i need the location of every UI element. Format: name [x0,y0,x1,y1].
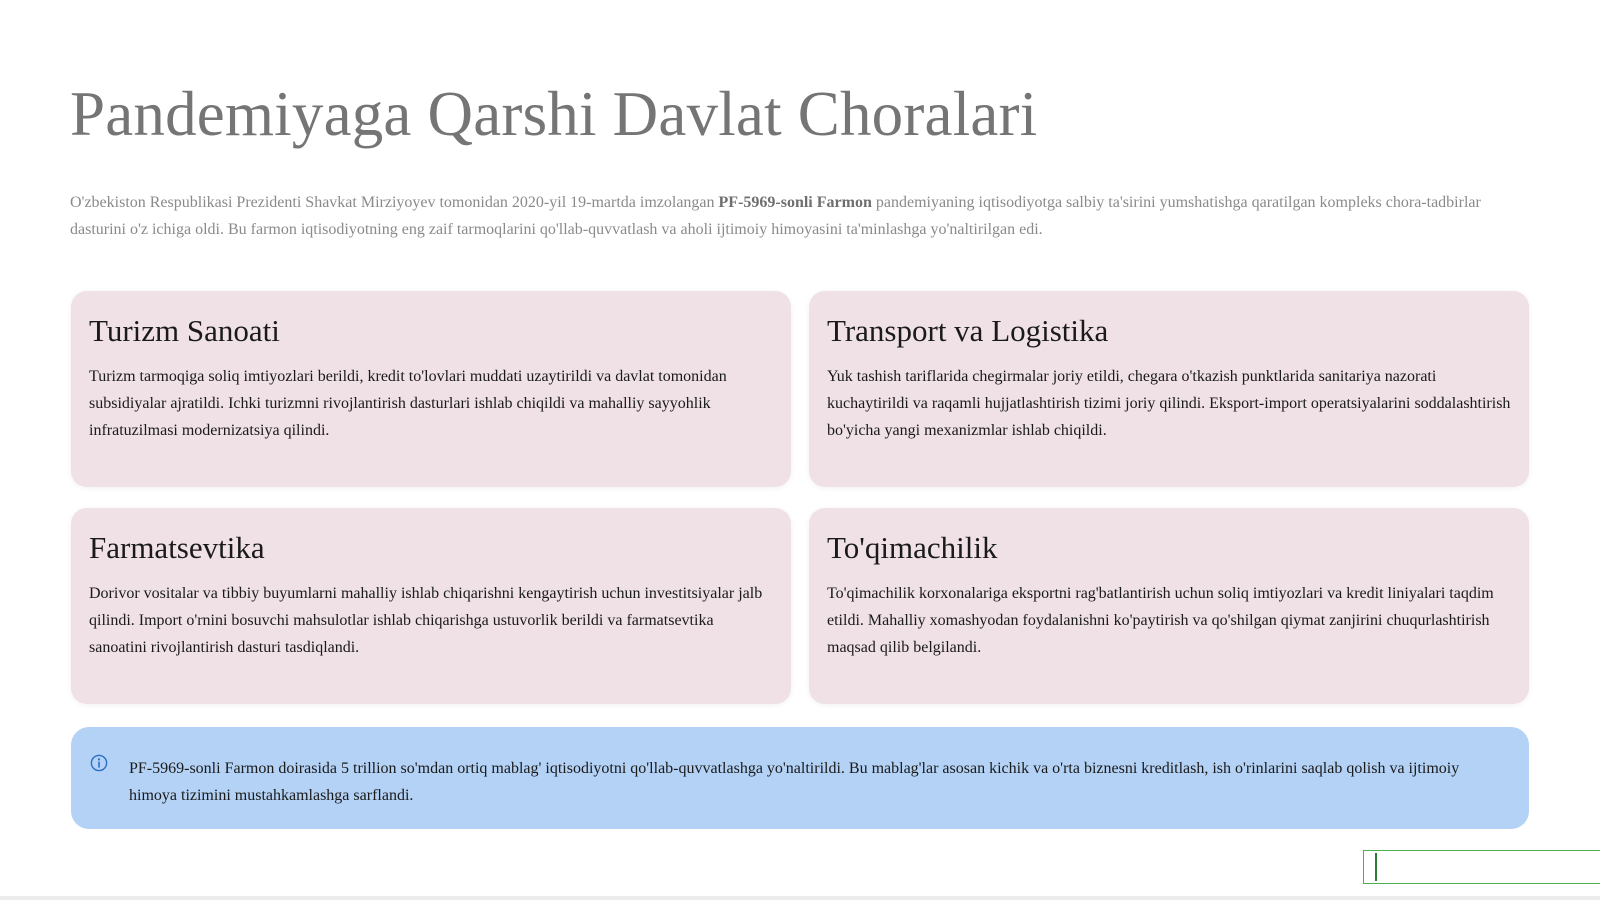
card-text: Dorivor vositalar va tibbiy buyumlarni mahalliy ishlab chiqarishni kengaytirish uchun investitsiyalar jalb qilindi. Import o'rnini bosuvchi mahsulotlar ishlab chiqarishga ustuvorlik berildi va farmatsevtika sanoatini rivojlantirish dasturi tasdiqlandi. [89,585,763,656]
card-title: Transport va Logistika [827,313,1109,348]
info-circle-icon [90,754,108,772]
card-text: To'qimachilik korxonalariga eksportni rag'batlantirish uchun soliq imtiyozlari va kredit liniyalari taqdim etildi. Mahalliy xomashyodan foydalanishni ko'paytirish va qo'shilgan qiymat zanjirini chuqurlashtirish maqsad qilib belgilandi. [827,585,1494,656]
intro-paragraph [70,189,1510,243]
card-text: Yuk tashish tariflarida chegirmalar joriy etildi, chegara o'tkazish punktlarida sanitariya nazorati kuchaytirildi va raqamli hujjatlashtirish tizimi joriy qilindi. Eksport-import operatsiyalarini soddalashtirish bo'yicha yangi mexanizmlar ishlab chiqildi. [827,368,1511,439]
info-callout [71,727,1529,829]
card-tourism [71,291,791,487]
text-caret [1375,853,1377,881]
page-title: Pandemiyaga Qarshi Davlat Choralari [70,79,1038,149]
card-pharmaceutics [71,508,791,704]
card-textile [809,508,1529,704]
info-text: PF-5969-sonli Farmon doirasida 5 trillion so'mdan ortiq mablag' iqtisodiyotni qo'llab-quvvatlashga yo'naltirildi. Bu mablag'lar asosan kichik va o'rta biznesni kreditlash, ish o'rinlarini saqlab qolish va ijtimoiy himoya tizimini mustahkamlashga sarflandi. [129,760,1460,804]
intro-text-before: O'zbekiston Respublikasi Prezidenti Shavkat Mirziyoyev tomonidan 2020-yil 19-martda imzolangan [70,194,719,211]
card-transport [809,291,1529,487]
text-input-box[interactable] [1363,850,1600,884]
bottom-scrollbar[interactable] [0,896,1600,900]
intro-text-after: pandemiyaning iqtisodiyotga salbiy ta'sirini yumshatishga qaratilgan kompleks chora-tadbirlar dasturini o'z ichiga oldi. Bu farmon iqtisodiyotning eng zaif tarmoqlarini qo'llab-quvvatlash va aholi ijtimoiy himoyasini ta'minlashga yo'naltirilgan edi. [70,194,1481,238]
card-title: Turizm Sanoati [89,313,280,348]
card-title: To'qimachilik [827,530,998,565]
card-text: Turizm tarmoqiga soliq imtiyozlari berildi, kredit to'lovlari muddati uzaytirildi va davlat tomonidan subsidiyalar ajratildi. Ichki turizmni rivojlantirish dasturlari ishlab chiqildi va mahalliy sayyohlik infratuzilmasi modernizatsiya qilindi. [89,368,727,439]
intro-decree-name: PF-5969-sonli Farmon [718,194,872,211]
card-title: Farmatsevtika [89,530,265,565]
